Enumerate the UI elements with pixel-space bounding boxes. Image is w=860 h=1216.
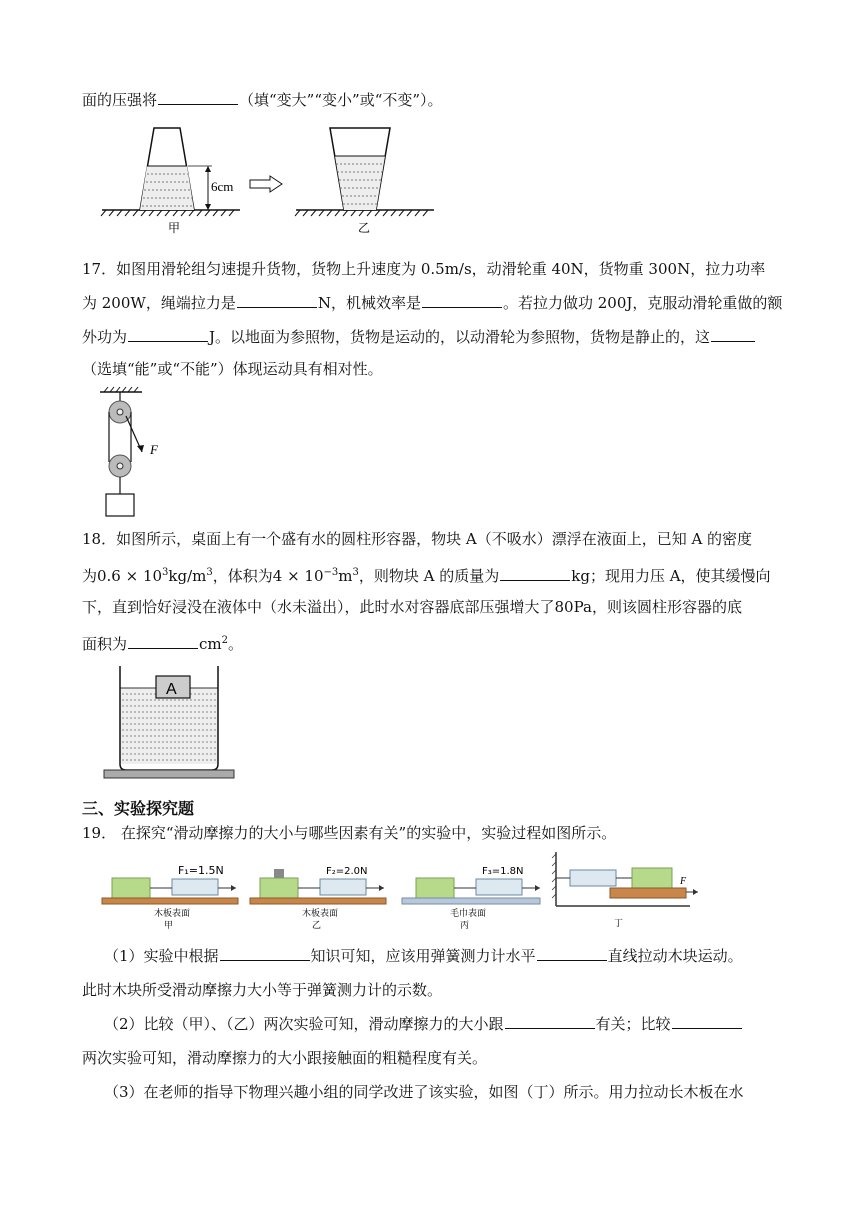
answer-blank[interactable] <box>158 90 238 105</box>
svg-text:木板表面: 木板表面 <box>154 909 191 919</box>
section-title: 三、实验探究题 <box>82 799 195 818</box>
svg-text:毛巾表面: 毛巾表面 <box>450 909 487 919</box>
height-label: 6cm <box>211 179 234 194</box>
svg-text:F: F <box>680 876 687 887</box>
answer-blank[interactable] <box>220 946 310 961</box>
force-label: F <box>150 442 158 457</box>
answer-blank[interactable] <box>500 566 570 581</box>
svg-text:F₃=1.8N: F₃=1.8N <box>482 866 524 877</box>
q19-p3: （3）在老师的指导下物理兴趣小组的同学改进了该实验，如图（丁）所示。用力拉动长木板在水 <box>104 1083 744 1101</box>
friction-figure <box>100 852 700 932</box>
answer-blank[interactable] <box>537 946 607 961</box>
q19-p1: （1）实验中根据 知识可知，应该用弹簧测力计水平 直线拉动木块运动。 <box>104 947 743 965</box>
q19-p2-cont: 两次实验可知，滑动摩擦力的大小跟接触面的粗糙程度有关。 <box>82 1049 488 1067</box>
answer-blank[interactable] <box>672 1014 742 1029</box>
q17-line4: （选填“能”或“不能”）体现运动具有相对性。 <box>82 360 383 378</box>
q17-line1: 17．如图用滑轮组匀速提升货物，货物上升速度为 0.5m/s，动滑轮重 40N，货物重 300N，拉力功率 <box>82 260 766 278</box>
q19-p2: （2）比较（甲）、（乙）两次实验可知，滑动摩擦力的大小跟 有关；比较 <box>104 1014 743 1034</box>
q18-line4: 面积为 $cm^2$。 <box>82 635 244 653</box>
svg-text:丁: 丁 <box>614 919 624 929</box>
pulley-figure <box>98 386 170 518</box>
cylinder-figure <box>102 664 236 780</box>
q19-p1-cont: 此时木块所受滑动摩擦力大小等于弹簧测力计的示数。 <box>82 981 443 999</box>
answer-blank[interactable] <box>128 634 198 649</box>
answer-blank[interactable] <box>422 293 502 308</box>
block-a-label: A <box>166 681 177 698</box>
q18-line2: 为$0.6 \times 10^3kg/m^3$，体积为$4 \times 10^{-3}m^3$，则物块 A 的质量为 kg；现用力压 A，使其缓慢向 <box>82 567 771 585</box>
svg-text:丙: 丙 <box>460 921 470 931</box>
svg-text:乙: 乙 <box>312 921 322 931</box>
svg-text:甲: 甲 <box>164 921 174 931</box>
q19-line1: 19． 在探究“滑动摩擦力的大小与哪些因素有关”的实验中，实验过程如图所示。 <box>82 824 617 842</box>
q17-line2: 为 200W，绳端拉力是 N，机械效率是 。若拉力做功 200J，克服动滑轮重做的额 <box>82 294 783 312</box>
svg-text:木板表面: 木板表面 <box>302 909 339 919</box>
q16-figure-containers <box>100 124 440 236</box>
svg-text:F₂=2.0N: F₂=2.0N <box>326 866 368 877</box>
svg-text:F₁=1.5N: F₁=1.5N <box>178 864 224 877</box>
answer-blank[interactable] <box>505 1014 595 1029</box>
q16-text: 面的压强将 （填“变大”“变小”或“不变”）。 <box>82 91 443 109</box>
q18-line3: 下，直到恰好浸没在液体中（水未溢出），此时水对容器底部压强增大了80Pa，则该圆柱形容器的底 <box>82 598 742 616</box>
label-jia: 甲 <box>168 221 181 235</box>
answer-blank[interactable] <box>128 327 208 342</box>
q18-line1: 18．如图所示，桌面上有一个盛有水的圆柱形容器，物块 A（不吸水）漂浮在液面上，已知 A 的密度 <box>82 530 753 548</box>
answer-blank[interactable] <box>237 293 317 308</box>
q17-line3: 外功为 J。以地面为参照物，货物是运动的，以动滑轮为参照物，货物是静止的，这 <box>82 327 756 347</box>
answer-blank[interactable] <box>711 327 755 342</box>
label-yi: 乙 <box>358 221 371 235</box>
